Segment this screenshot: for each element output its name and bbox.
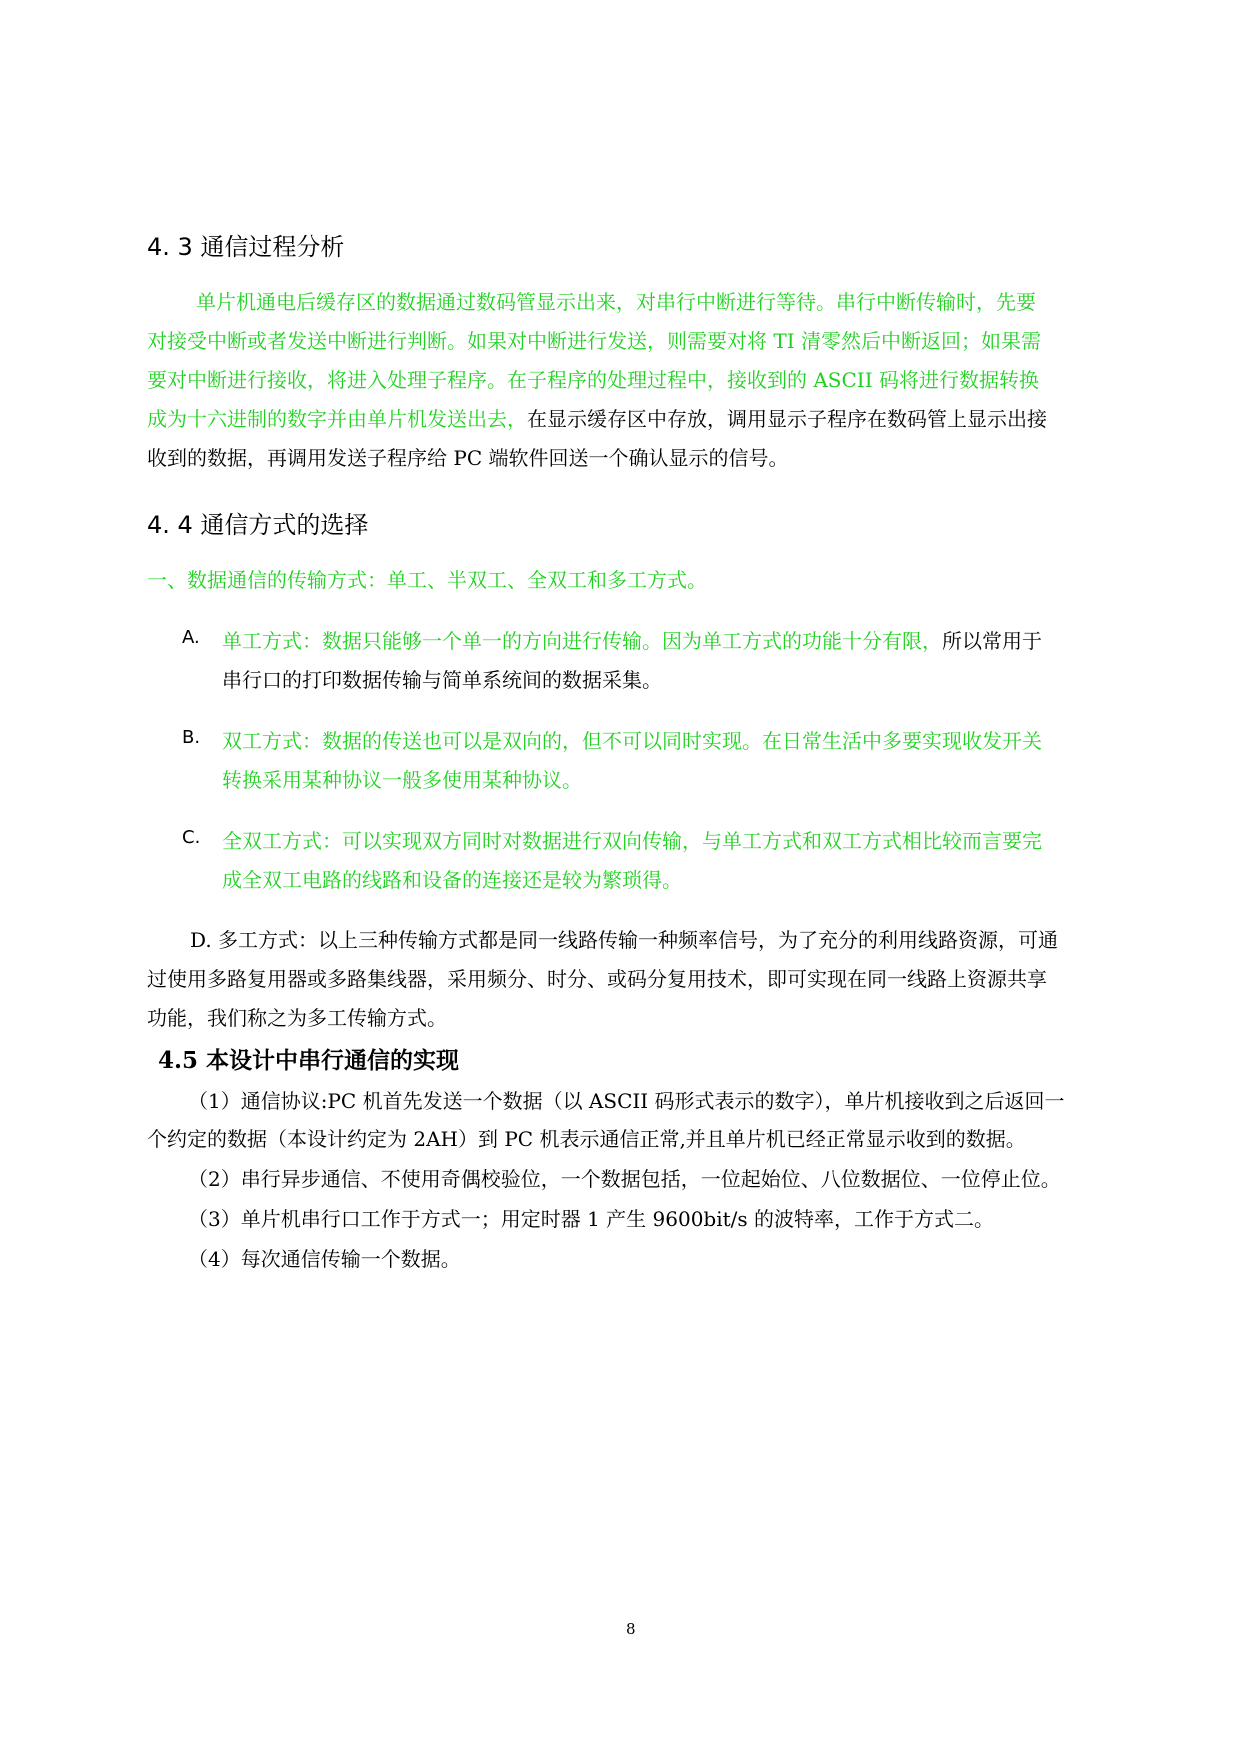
list-item-text-plain: 所以常用于	[942, 629, 1042, 653]
paragraph-line: （1）通信协议:PC 机首先发送一个数据（以 ASCII 码形式表示的数字），单片机接收到之后返回一	[188, 1089, 1065, 1113]
list-item-line: 串行口的打印数据传输与简单系统间的数据采集。	[222, 668, 662, 692]
paragraph-line: 要对中断进行接收，将进入处理子程序。在子程序的处理过程中，接收到的 ASCII 码将进行数据转换	[147, 368, 1039, 392]
list-item-line	[222, 825, 1042, 854]
paragraph-line: （3）单片机串行口工作于方式一；用定时器 1 产生 9600bit/s 的波特率，工作于方式二。	[188, 1207, 995, 1231]
paragraph-line-plain: 在显示缓存区中存放，调用显示子程序在数码管上显示出接	[527, 407, 1047, 431]
section-4-5-heading: 4.5 本设计中串行通信的实现	[158, 1047, 460, 1074]
paragraph-line-highlighted: 成为十六进制的数字并由单片机发送出去，	[147, 407, 527, 431]
list-item-lead: 全双工方式：	[222, 829, 342, 853]
page-number: 8	[626, 1620, 636, 1638]
paragraph-line: 个约定的数据（本设计约定为 2AH）到 PC 机表示通信正常,并且单片机已经正常显示收到的数据。	[147, 1127, 1026, 1151]
section-4-3-heading: 4. 3 通信过程分析	[147, 233, 345, 261]
paragraph-line: D. 多工方式：以上三种传输方式都是同一线路传输一种频率信号，为了充分的利用线路资源，可通	[190, 928, 1059, 952]
paragraph-line: 对接受中断或者发送中断进行判断。如果对中断进行发送，则需要对将 TI 清零然后中断返回；如果需	[147, 329, 1041, 353]
paragraph-line: 过使用多路复用器或多路集线器，采用频分、时分、或码分复用技术，即可实现在同一线路上资源共享	[147, 967, 1047, 991]
paragraph-line: 单片机通电后缓存区的数据通过数码管显示出来，对串行中断进行等待。串行中断传输时，先要	[196, 290, 1036, 314]
list-item-lead: 双工方式：	[222, 729, 322, 753]
list-item-text: 数据只能够一个单一的方向进行传输。因为单工方式的功能十分有限，	[322, 629, 942, 653]
section-4-4-heading: 4. 4 通信方式的选择	[147, 511, 369, 539]
paragraph-line: 功能，我们称之为多工传输方式。	[147, 1006, 447, 1030]
paragraph-line: （4）每次通信传输一个数据。	[188, 1247, 461, 1271]
list-item-line	[222, 725, 1042, 754]
list-item-lead: 单工方式：	[222, 629, 322, 653]
paragraph-line	[147, 403, 1047, 432]
section-4-4-intro: 一、数据通信的传输方式：单工、半双工、全双工和多工方式。	[147, 568, 707, 592]
list-item-line: 成全双工电路的线路和设备的连接还是较为繁琐得。	[222, 868, 682, 892]
list-item-line: 转换采用某种协议一般多使用某种协议。	[222, 768, 582, 792]
list-item-label: C.	[182, 827, 201, 848]
list-item-text: 可以实现双方同时对数据进行双向传输，与单工方式和双工方式相比较而言要完	[342, 829, 1042, 853]
list-item-line	[222, 625, 1042, 654]
paragraph-line: 收到的数据，再调用发送子程序给 PC 端软件回送一个确认显示的信号。	[147, 446, 789, 470]
list-item-text: 数据的传送也可以是双向的，但不可以同时实现。在日常生活中多要实现收发开关	[322, 729, 1042, 753]
list-item-label: B.	[182, 727, 201, 748]
list-item-label: A.	[182, 627, 200, 648]
paragraph-line: （2）串行异步通信、不使用奇偶校验位，一个数据包括，一位起始位、八位数据位、一位停止位。	[188, 1167, 1061, 1191]
